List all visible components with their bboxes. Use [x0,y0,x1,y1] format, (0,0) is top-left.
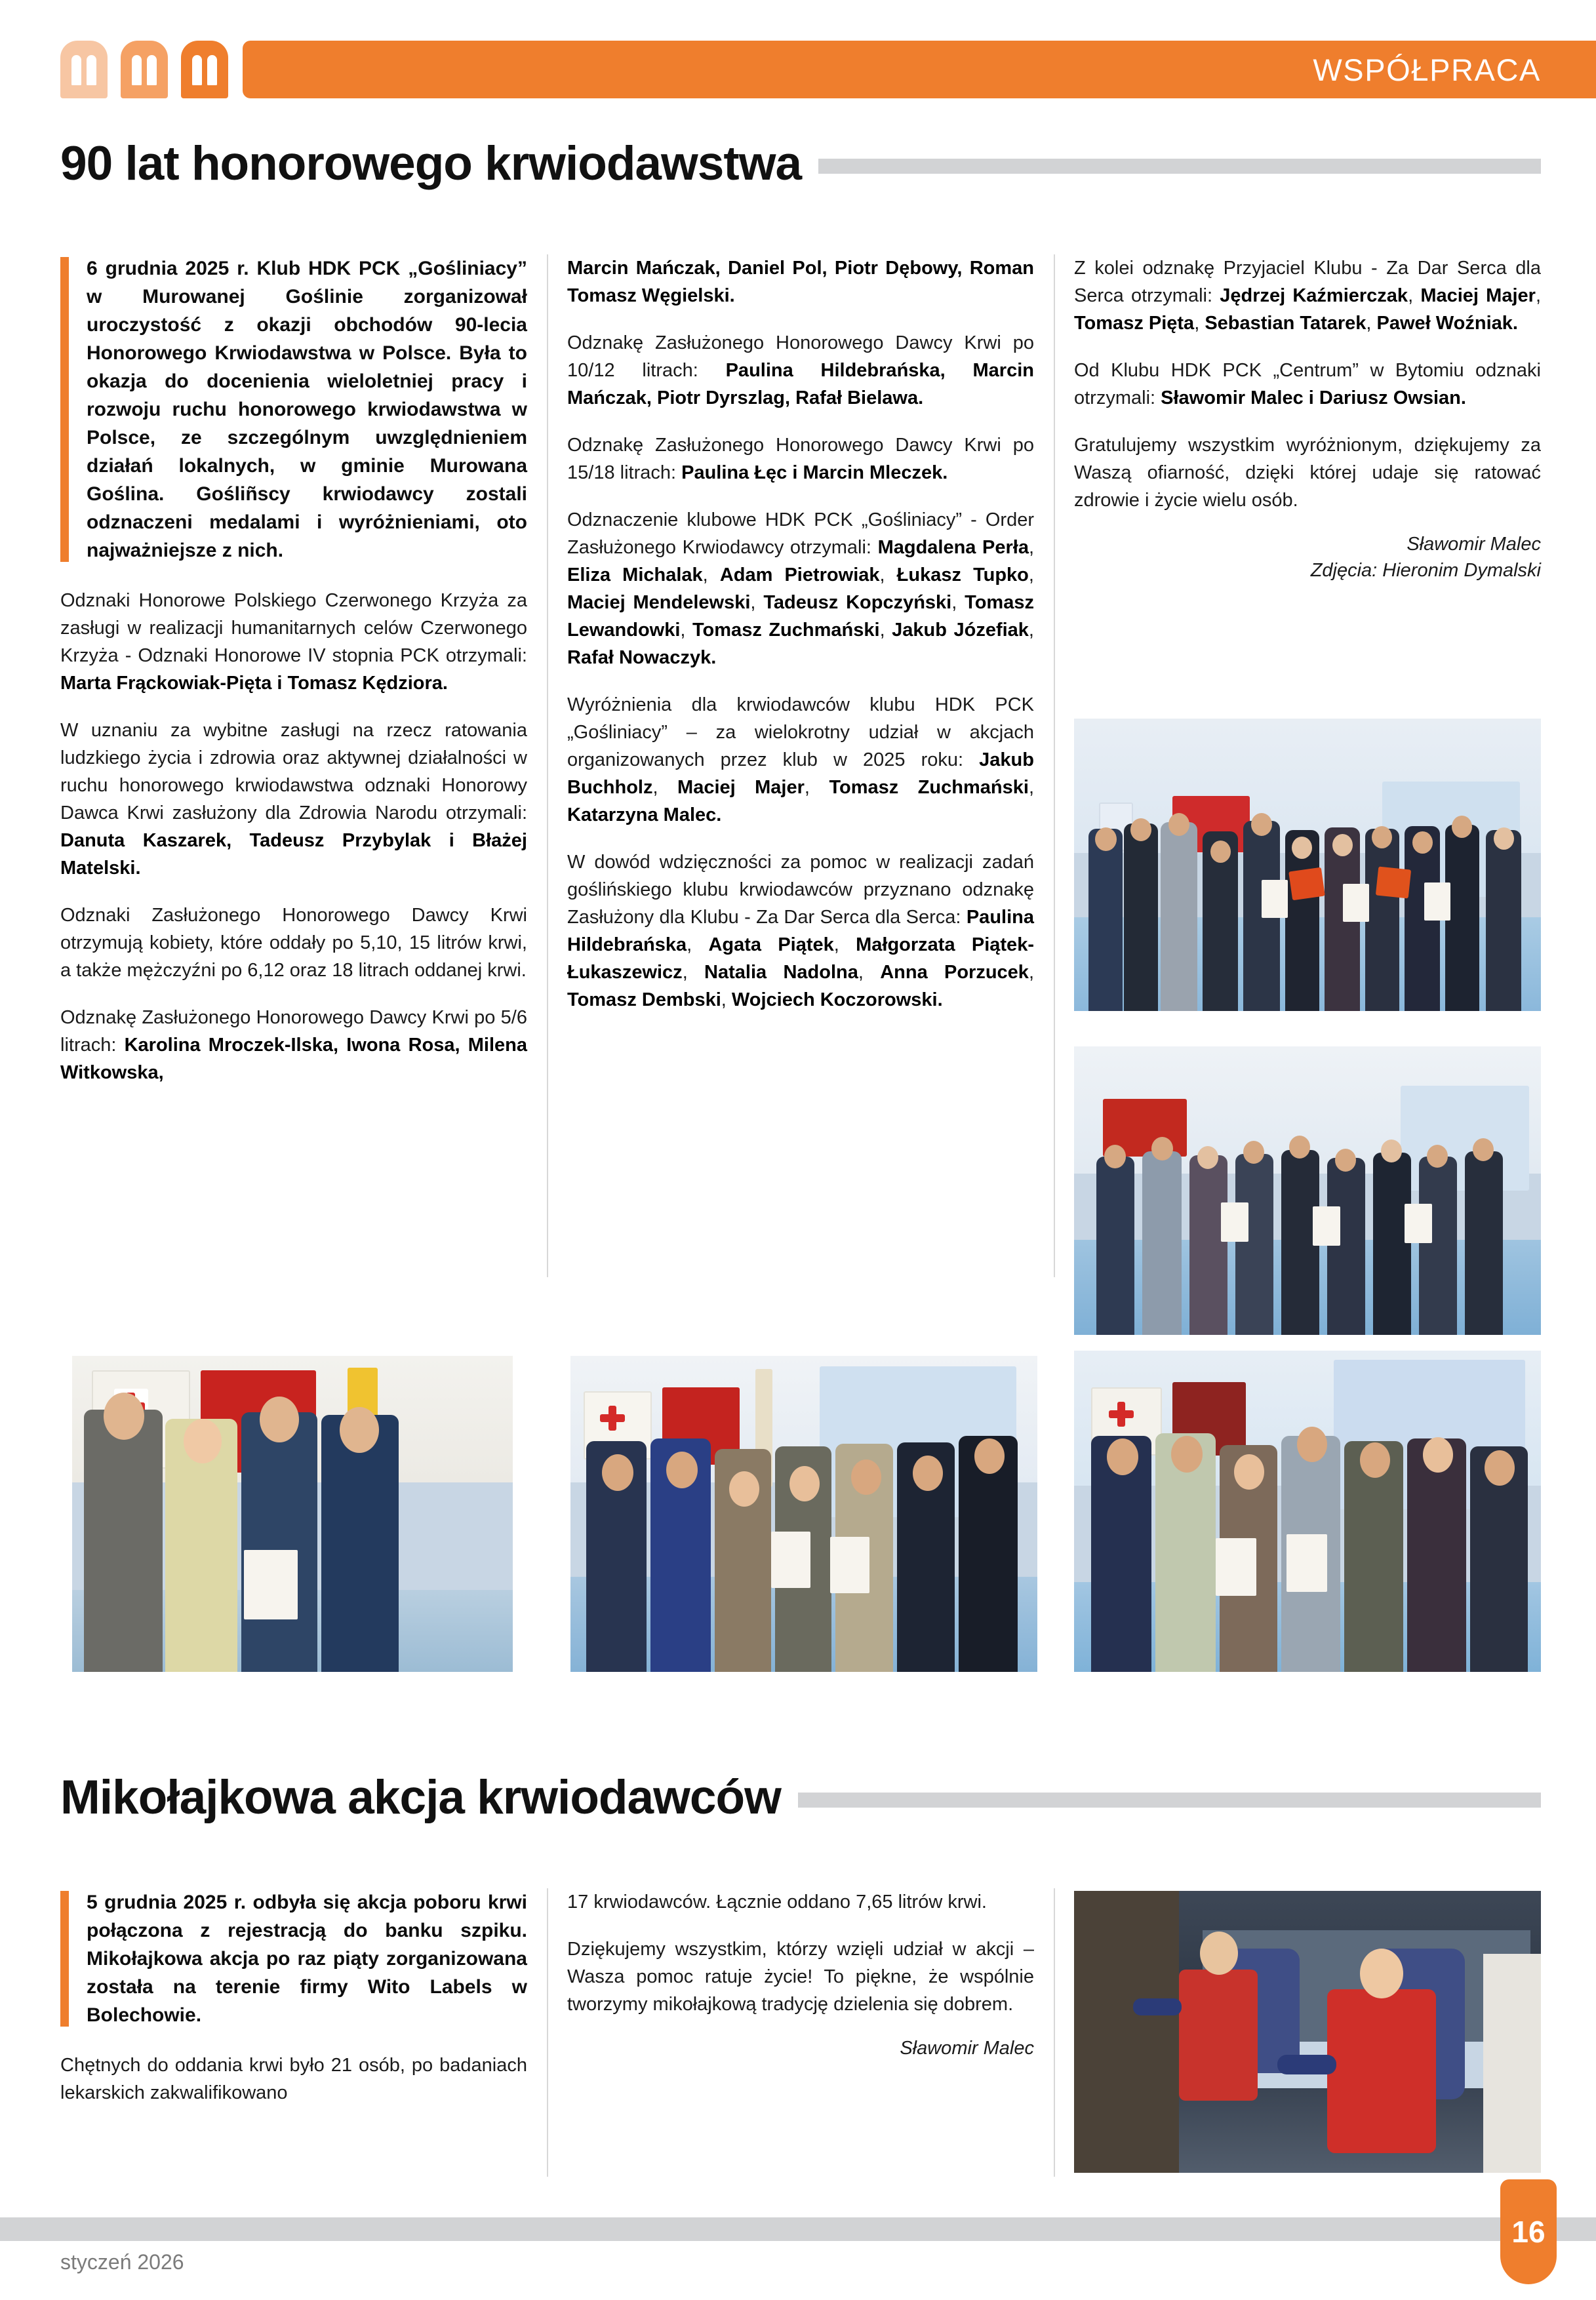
photo-donor-person [1179,1970,1258,2101]
group-photo-donors-window [570,1356,1037,1672]
photo-armrest-icon [1133,1998,1182,2015]
photo-person-head [1423,1437,1453,1473]
photo-person-head [1335,1149,1356,1172]
article-2-title: Mikołajkowa akcja krwiodawców [60,1771,781,1824]
photo-person-head [1297,1427,1327,1462]
logo-tile-icon-2 [121,41,168,98]
article-1-col1-body [60,587,527,1086]
photo-person-head [1107,1438,1138,1475]
column-divider-1 [547,254,548,1277]
photo-donor-head [1200,1932,1238,1975]
body-paragraph: Odznakę Zasłużonego Honorowego Dawcy Krwi po 15/18 litrach: Paulina Łęc i Marcin Mleczek. [567,435,1034,483]
article-2-credit [567,2035,1034,2061]
photo-certificate-icon [1287,1534,1327,1592]
column-divider-4 [1054,1888,1055,2177]
title-rule-1 [818,159,1541,174]
photo-person-head [1473,1138,1494,1161]
photo-person-head [666,1452,698,1488]
photo-person-head [184,1419,222,1463]
photo-person-head [1427,1145,1448,1168]
photo-person-head [974,1438,1005,1474]
photo-person-head [789,1466,820,1501]
article-2-col2-body [567,1888,1034,2018]
photo-person [1407,1438,1466,1672]
photo-person-head [729,1471,759,1507]
photo-person-head [1332,834,1353,856]
body-paragraph: Dziękujemy wszystkim, którzy wzięli udział w akcji – Wasza pomoc ratuje życie! To piękne, że wspólnie tworzymy mikołajkową tradycję dzielenia się dobrem. [567,1939,1034,2015]
photo-person [1486,830,1521,1011]
photo-person-head [1289,1136,1310,1159]
photo-award-folder-icon [1288,867,1325,901]
article-1-credit [1074,531,1541,584]
photo-person [1161,822,1197,1011]
article-2-column-1 [60,1888,527,2107]
photo-person-head [1243,1141,1264,1164]
group-photo-donors-certificates [1074,1351,1541,1672]
photo-person-head [104,1393,144,1440]
photo-person-head [1104,1145,1126,1168]
photo-staff-person [1483,1954,1541,2173]
photo-person-head [1168,813,1189,836]
article-2-title-row [60,1770,1541,1825]
body-paragraph: Z kolei odznakę Przyjaciel Klubu - Za Dar Serca dla Serca otrzymali: Jędrzej Kaźmierczak, Maciej Majer, Tomasz Pięta, Sebastian Tatarek, Paweł Woźniak. [1074,258,1541,334]
photo-shelf-icon [1074,1891,1179,2173]
photo-person-head [1251,813,1272,836]
photo-person-head [1151,1137,1173,1160]
photo-armrest-icon [1277,2055,1336,2074]
article-2-lead [60,1888,527,2029]
photo-person-head [1130,818,1151,841]
photo-person [1096,1157,1134,1335]
page-number: 16 [1511,2215,1546,2249]
article-1-credit-photos: Zdjęcia: Hieronim Dymalski [1310,560,1541,581]
photo-person-head [260,1397,299,1442]
article-1-lead-text: 6 grudnia 2025 r. Klub HDK PCK „Gośliniacy” w Murowanej Goślinie zorganizował uroczystość z okazji obchodów 90-lecia Honorowego Krwiodawstwa w Polsce. Była to okazja do docenienia wieloletniej pracy i rozwoju ruchu honorowego krwiodawstwa w Polsce, ze szczególnym uwzględnieniem działań lokalnych, w gminie Murowana Goślina. Gośliñscy krwiodawcy zostali odznaczeni medalami i wyróżnieniami, oto najważniejsze z nich. [87,258,527,561]
photo-person [1124,823,1158,1011]
photo-person-head [1197,1146,1218,1169]
photo-certificate-icon [830,1537,869,1593]
footer-date: styczeń 2026 [60,2250,184,2274]
photo-red-cross-icon [600,1414,625,1422]
photo-certificate-icon [1262,880,1288,918]
photo-person-head [851,1459,881,1495]
photo-person [321,1415,399,1672]
body-paragraph: Marcin Mańczak, Daniel Pol, Piotr Dębowy, Roman Tomasz Węgielski. [567,258,1034,306]
group-photo-awardees-hall [1074,719,1541,1011]
page-number-tab [1500,2179,1557,2284]
photo-person-head [1372,826,1392,848]
photo-person [1088,829,1123,1011]
photo-person-head [340,1407,379,1453]
photo-person-head [1412,831,1433,854]
body-paragraph: Odznaczenie klubowe HDK PCK „Gośliniacy” - Order Zasłużonego Krwiodawcy otrzymali: Magdalena Perła, Eliza Michalak, Adam Pietrowiak, Łukasz Tupko, Maciej Mendelewski, Tadeusz Kopczyński, Tomasz Lewandowki, Tomasz Zuchmański, Jakub Józefiak, Rafał Nowaczyk. [567,509,1035,668]
photo-person-head [1171,1436,1203,1473]
photo-red-cross-icon [1109,1410,1134,1418]
photo-person [1327,1158,1365,1335]
photo-person-head [1234,1454,1264,1490]
masthead [0,41,1596,98]
photo-person [84,1410,163,1672]
photo-award-folder-icon [1376,867,1411,899]
body-paragraph: W dowód wdzięczności za pomoc w realizacji zadań goślińskiego klubu krwiodawców przyznano odznakę Zasłużony dla Klubu - Za Dar Serca dla Serca: Paulina Hildebrańska, Agata Piątek, Małgorzata Piątek-Łukaszewicz, Natalia Nadolna, Anna Porzucek, Tomasz Dembski, Wojciech Koczorowski. [567,852,1034,1010]
photo-person [1419,1157,1457,1335]
photo-certificate-icon [1313,1206,1340,1246]
body-paragraph: W uznaniu za wybitne zasługi na rzecz ratowania ludzkiego życia i zdrowia oraz aktywnej działalności w ruchu honorowego krwiodawstwa odznaki Honorowy Dawca Krwi zasłużony dla Zdrowia Narodu otrzymali: Danuta Kaszarek, Tadeusz Przybylak i Błażej Matelski. [60,720,527,879]
photo-person [1142,1151,1182,1335]
photo-person-head [602,1454,633,1491]
photo-person-head [1452,816,1472,838]
logo-group [0,41,228,98]
photo-certificate-icon [1424,882,1450,921]
column-divider-2 [1054,254,1055,1277]
group-photo-four-people-banner [72,1356,513,1672]
photo-certificate-icon [1343,884,1369,922]
logo-tile-icon-3 [181,41,228,98]
section-label: WSPÓŁPRACA [1313,52,1541,87]
photo-person [241,1412,317,1672]
body-paragraph: Gratulujemy wszystkim wyróżnionym, dziękujemy za Waszą ofiarność, dzięki której udaje się ratować zdrowie i życie wielu osób. [1074,435,1541,511]
photo-person [1465,1151,1503,1335]
photo-person [1373,1153,1411,1335]
article-2-col1-body [60,2052,527,2107]
title-rule-2 [798,1793,1541,1808]
body-paragraph: Odznaki Honorowe Polskiego Czerwonego Krzyża za zasługi w realizacji humanitarnych celów Czerwonego Krzyża - Odznaki Honorowe IV stopnia PCK otrzymali: Marta Frąckowiak-Pięta i Tomasz Kędziora. [60,590,527,694]
photo-person [1235,1154,1273,1335]
footer-rule [0,2217,1596,2241]
article-2-lead-text: 5 grudnia 2025 r. odbyła się akcja poboru krwi połączona z rejestracją do banku szpiku. Mikołajkowa akcja po raz piąty zorganizowana została na terenie firmy Wito Labels w Bolechowie. [87,1892,527,2026]
group-photo-awardees-second [1074,1046,1541,1335]
article-1-title-row [60,136,1541,191]
photo-certificate-icon [1221,1202,1248,1242]
body-paragraph: Chętnych do oddania krwi było 21 osób, po badaniach lekarskich zakwalifikowano [60,2055,527,2103]
body-paragraph: Wyróżnienia dla krwiodawców klubu HDK PCK „Gośliniacy” – za wielokrotny udział w akcjach organizowanych przez klub w 2025 roku: Jakub Buchholz, Maciej Majer, Tomasz Zuchmański, Katarzyna Malec. [567,694,1034,825]
body-paragraph: Odznakę Zasłużonego Honorowego Dawcy Krwi po 10/12 litrach: Paulina Hildebrańska, Marcin Mańczak, Piotr Dyrszlag, Rafał Bielawa. [567,332,1034,408]
photo-certificate-icon [771,1532,810,1588]
photo-person-head [1494,827,1514,850]
photo-person-head [1210,841,1231,863]
photo-person-head [913,1456,943,1491]
photo-blood-donation-chairs [1074,1891,1541,2173]
article-1-column-2 [567,254,1034,1086]
body-paragraph: Odznaki Zasłużonego Honorowego Dawcy Krwi otrzymują kobiety, które oddały po 5,10, 15 litrów krwi, a także mężczyźni po 6,12 oraz 18 litrach oddanej krwi. [60,905,527,981]
logo-tile-icon-1 [60,41,108,98]
article-2-column-2 [567,1888,1034,2107]
body-paragraph: Od Klubu HDK PCK „Centrum” w Bytomiu odznaki otrzymali: Sławomir Malec i Dariusz Owsian. [1074,360,1541,408]
photo-person-head [1360,1442,1390,1478]
article-1-col2-body [567,254,1034,1014]
body-paragraph: Odznakę Zasłużonego Honorowego Dawcy Krwi po 5/6 litrach: Karolina Mroczek-Ilska, Iwona Rosa, Milena Witkowska, [60,1007,527,1083]
photo-certificate-icon [244,1550,298,1619]
photo-donor-person [1327,1989,1436,2153]
article-1-title: 90 lat honorowego krwiodawstwa [60,137,802,190]
article-1-column-1 [60,254,527,1086]
photo-person-head [1292,837,1312,859]
photo-person [1365,829,1399,1011]
body-paragraph: 17 krwiodawców. Łącznie oddano 7,65 litrów krwi. [567,1892,987,1913]
article-1-credit-author: Sławomir Malec [1406,534,1541,555]
photo-certificate-icon [1405,1204,1432,1243]
photo-person-head [1095,827,1117,851]
photo-person [1189,1155,1227,1335]
photo-certificate-icon [1216,1538,1256,1596]
article-1-col3-body [1074,254,1541,514]
photo-person-head [1381,1140,1402,1162]
section-band [243,41,1596,98]
article-2-credit-author: Sławomir Malec [900,2038,1034,2059]
column-divider-3 [547,1888,548,2177]
photo-person-head [1485,1450,1515,1486]
photo-donor-head [1360,1949,1403,1998]
article-1-lead [60,254,527,565]
